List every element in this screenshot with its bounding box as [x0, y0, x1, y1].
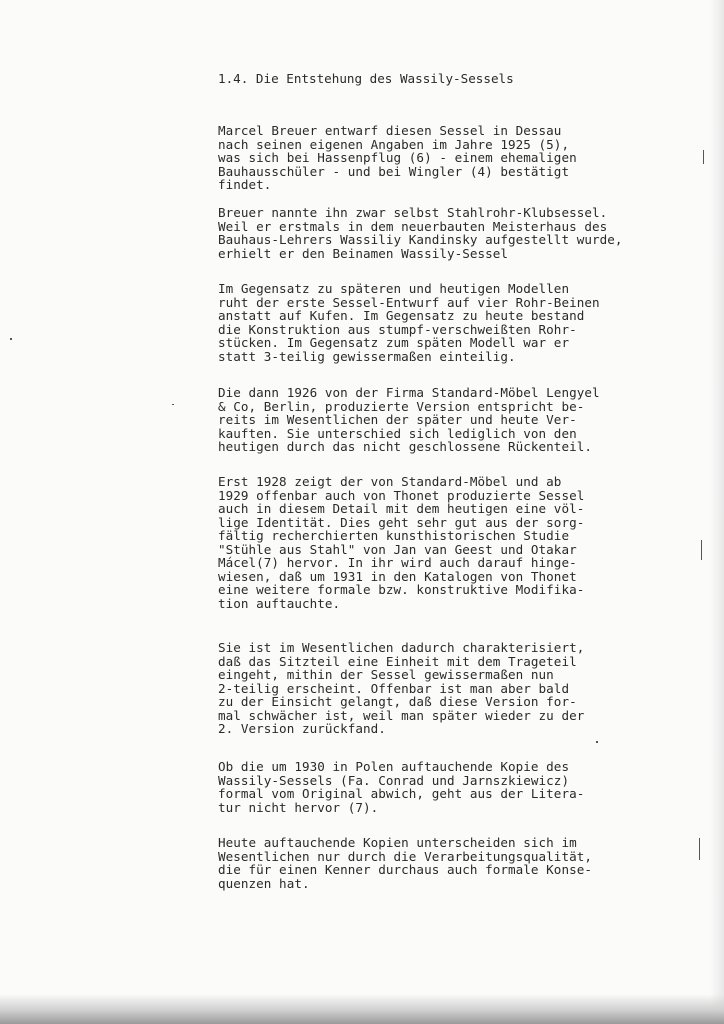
text-line: Im Gegensatz zu späteren und heutigen Modellen	[218, 281, 570, 296]
text-line: kauften. Sie unterschied sich lediglich von den	[218, 425, 577, 441]
text-line: Ob die um 1930 in Polen auftauchende Kopie des	[218, 759, 570, 774]
text-line: daß das Sitzteil eine Einheit mit dem Trageteil	[218, 653, 577, 669]
text-line: Breuer nannte ihn zwar selbst Stahlrohr-Klubsessel.	[218, 205, 608, 220]
scan-edge-mark	[10, 338, 12, 340]
text-line: nach seinen eigenen Angaben im Jahre 1925 (5),	[218, 136, 570, 152]
section-heading: 1.4. Die Entstehung des Wassily-Sessels	[218, 71, 514, 86]
text-line: Heute auftauchende Kopien unterscheiden sich im	[218, 835, 577, 850]
text-line: fältig recherchierten kunsthistorischen Studie	[218, 528, 570, 543]
text-line: 2. Version zurückfand.	[218, 721, 386, 736]
text-line: tur nicht hervor (7).	[218, 799, 379, 815]
scan-edge-mark	[172, 404, 174, 405]
text-line: zu der Einsicht gelangt, daß diese Version for-	[218, 694, 577, 709]
paragraph-8	[218, 836, 688, 890]
text-line: mal schwächer ist, weil man später wieder zu der	[218, 707, 585, 723]
text-line: was sich bei Hassenpflug (6) - einem ehemaligen	[218, 150, 577, 165]
text-line: reits im Wesentlichen der später und heute Ver-	[218, 412, 577, 427]
text-line: wiesen, daß um 1931 in den Katalogen von Thonet	[218, 568, 577, 584]
text-line: die für einen Kenner durchaus auch formale Konse-	[218, 862, 592, 877]
text-line: ruht der erste Sessel-Entwurf auf vier Rohr-Beinen	[218, 294, 600, 310]
page-edge-shadow	[710, 0, 724, 1024]
text-line: Die dann 1926 von der Firma Standard-Möbel Lengyel	[218, 385, 600, 400]
paragraph-3	[218, 282, 688, 363]
paragraph-2	[218, 206, 688, 260]
paragraph-5	[218, 475, 688, 610]
text-line: Marcel Breuer entwarf diesen Sessel in Dessau	[218, 123, 562, 138]
text-line: anstatt auf Kufen. Im Gegensatz zu heute bestand	[218, 308, 585, 323]
text-line: auch in diesem Detail mit dem heutigen eine völ-	[218, 501, 585, 516]
text-line: 1929 offenbar auch von Thonet produzierte Sessel	[218, 487, 585, 503]
text-line: Wassily-Sessels (Fa. Conrad und Jarnszkiewicz)	[218, 772, 570, 788]
text-line: formal vom Original abwich, geht aus der Litera-	[218, 786, 585, 801]
text-line: & Co, Berlin, produzierte Version entspricht be-	[218, 398, 585, 414]
text-line: Wesentlichen nur durch die Verarbeitungsqualität,	[218, 848, 592, 864]
text-line: eingeht, mithin der Sessel gewissermaßen nun	[218, 667, 554, 682]
text-line: 2-teilig erscheint. Offenbar ist man aber bald	[218, 680, 570, 696]
text-line: Weil er erstmals in dem neuerbauten Meisterhaus des	[218, 218, 608, 234]
text-line: Bauhaus-Lehrers Wassiliy Kandinsky aufgestellt wurde,	[218, 232, 623, 247]
text-line: tion auftauchte.	[218, 595, 341, 611]
paragraph-7	[218, 760, 688, 814]
text-line: Mácel(7) hervor. In ihr wird auch darauf hinge-	[218, 555, 577, 570]
text-line: heutigen durch das nicht geschlossene Rückenteil.	[218, 439, 592, 454]
scan-edge-mark	[699, 838, 700, 860]
text-line: Erst 1928 zeigt der von Standard-Möbel und ab	[218, 474, 562, 489]
text-line: statt 3-teilig gewissermaßen einteilig.	[218, 348, 516, 364]
text-line: quenzen hat.	[218, 875, 310, 891]
text-line: stücken. Im Gegensatz zum späten Modell war er	[218, 335, 570, 350]
text-line: eine weitere formale bzw. konstruktive Modifika-	[218, 582, 585, 597]
paragraph-4	[218, 386, 688, 454]
paragraph-1	[218, 124, 688, 192]
text-line: erhielt er den Beinamen Wassily-Sessel	[218, 245, 509, 261]
scan-edge-mark	[596, 741, 598, 743]
text-line: Bauhausschüler - und bei Wingler (4) bestätigt	[218, 163, 570, 179]
paragraph-6	[218, 641, 688, 736]
scan-edge-mark	[703, 150, 704, 164]
text-line: findet.	[218, 177, 272, 192]
text-line: die Konstruktion aus stumpf-verschweißten Rohr-	[218, 321, 577, 337]
text-line: lige Identität. Dies geht sehr gut aus der sorg-	[218, 514, 585, 530]
text-line: "Stühle aus Stahl" von Jan van Geest und Otakar	[218, 541, 577, 557]
text-line: Sie ist im Wesentlichen dadurch charakterisiert,	[218, 640, 585, 655]
page-bottom-shadow	[0, 994, 724, 1024]
scan-edge-mark	[701, 540, 702, 560]
